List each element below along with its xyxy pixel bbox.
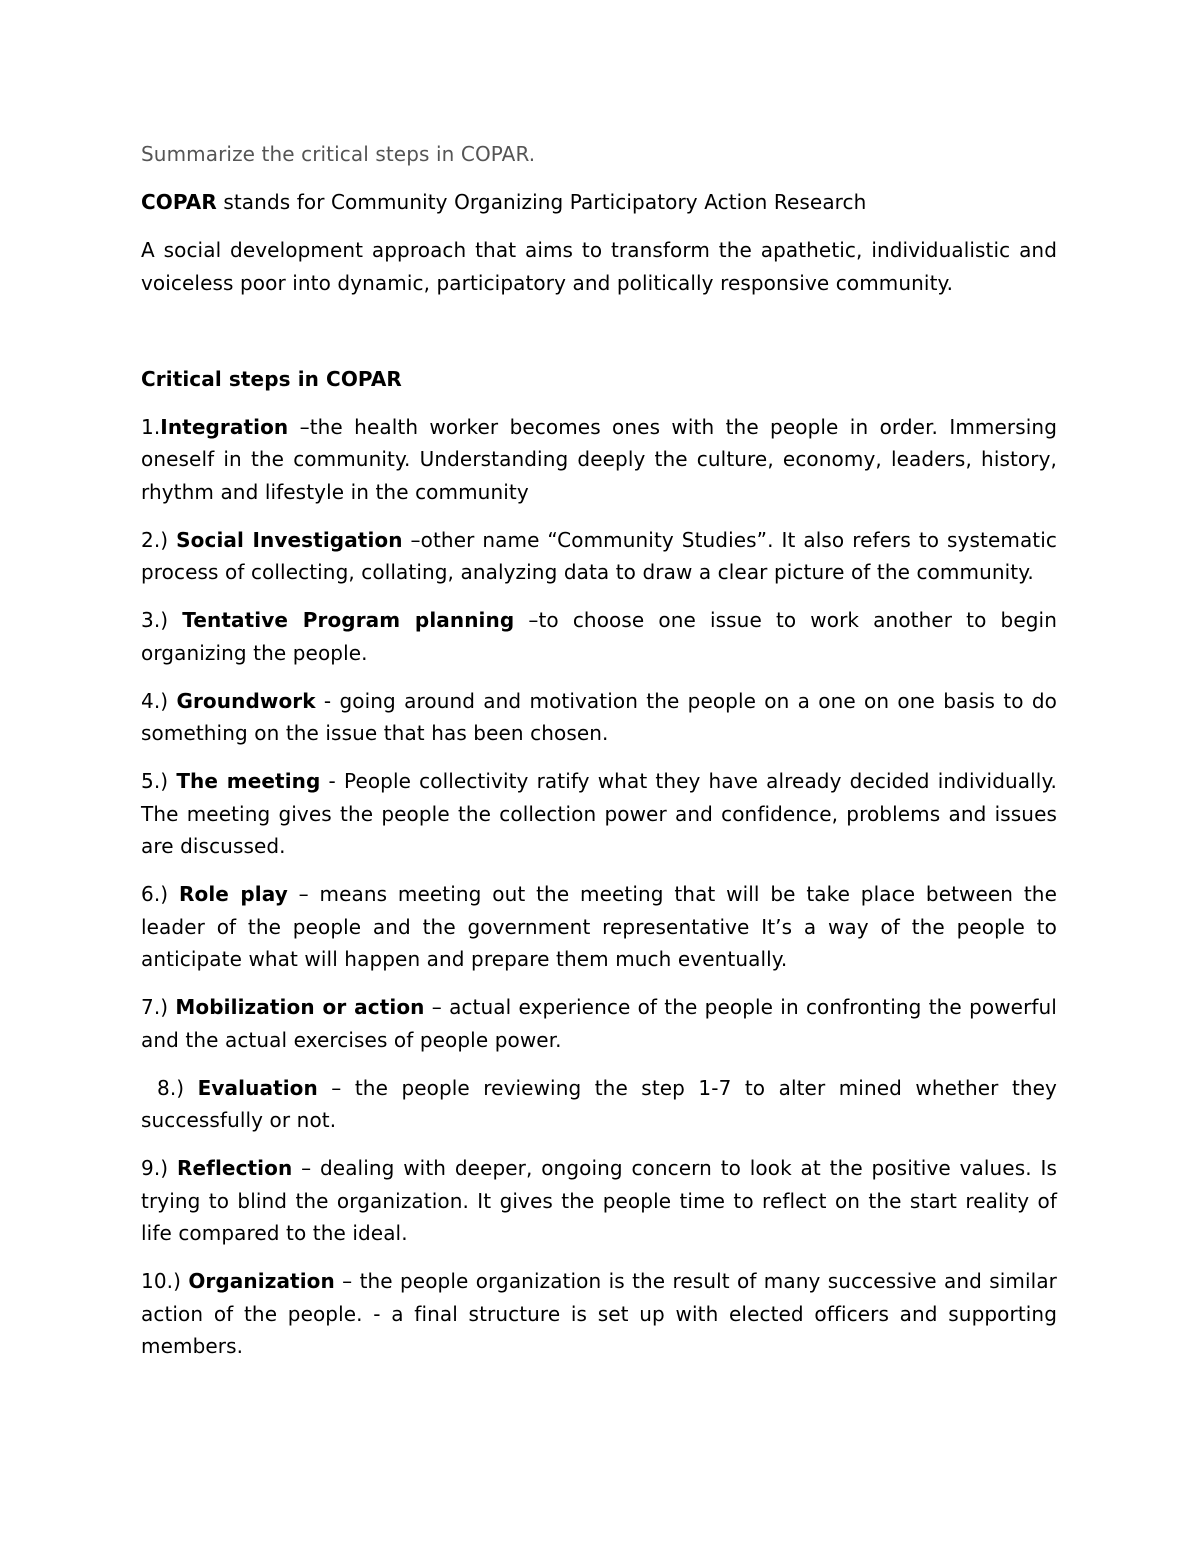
step-text: –other name “Community Studies”. It also refers to systematic process of collecting, collating, analyzing data to draw a clear picture of the community. <box>141 527 1057 584</box>
step-item-10 <box>141 1265 1057 1363</box>
step-number: 3.) <box>141 608 183 632</box>
step-text: – dealing with deeper, ongoing concern to look at the positive values. Is trying to blind the organization. It gives the people time to reflect on the start reality of life compared to the ideal. <box>141 1156 1057 1245</box>
step-number: 9.) <box>141 1156 177 1180</box>
step-item-6 <box>141 878 1057 976</box>
step-number: 6.) <box>141 882 179 906</box>
step-title: Role play <box>178 882 288 906</box>
step-item-7 <box>141 991 1057 1056</box>
step-text: –the health worker becomes ones with the people in order. Immersing oneself in the community. Understanding deeply the culture, economy, leaders, history, rhythm and lifestyle in the community <box>141 414 1057 504</box>
step-text: - going around and motivation the people on a one on one basis to do something on the issue that has been chosen. <box>141 688 1057 745</box>
document-body <box>141 138 1057 1378</box>
step-number: 2.) <box>141 527 177 552</box>
step-title: Mobilization or action <box>175 995 425 1019</box>
step-title: Tentative Program planning <box>182 608 515 632</box>
step-item-5 <box>141 765 1057 863</box>
step-number: 1. <box>141 414 161 439</box>
blank-line <box>141 315 1057 363</box>
step-title: The meeting <box>176 769 321 793</box>
step-item-2 <box>141 524 1057 589</box>
step-number: 5.) <box>141 769 177 793</box>
step-item-9 <box>141 1152 1057 1250</box>
step-title: Reflection <box>176 1156 293 1180</box>
step-number: 4.) <box>141 688 177 713</box>
step-title: Organization <box>188 1269 335 1293</box>
step-title: Integration <box>160 414 289 439</box>
step-text: - People collectivity ratify what they have already decided individually. The meeting gives the people the collection power and confidence, problems and issues are discussed. <box>141 769 1057 858</box>
step-text: – the people reviewing the step 1-7 to alter mined whether they successfully or not. <box>141 1075 1057 1132</box>
step-text: – the people organization is the result of many successive and similar action of the people. - a final structure is set up with elected officers and supporting members. <box>141 1269 1058 1358</box>
copar-definition-text: stands for Community Organizing Participatory Action Research <box>216 190 867 214</box>
step-text: –to choose one issue to work another to begin organizing the people. <box>141 608 1057 665</box>
step-item-8 <box>141 1072 1057 1137</box>
step-text: – actual experience of the people in confronting the powerful and the actual exercises of people power. <box>141 995 1057 1052</box>
step-number: 8.) <box>157 1075 198 1100</box>
step-title: Evaluation <box>197 1075 318 1100</box>
assignment-prompt: Summarize the critical steps in COPAR. <box>141 142 536 166</box>
step-number: 7.) <box>141 995 176 1019</box>
copar-definition <box>141 186 1057 219</box>
step-title: Groundwork <box>176 688 316 713</box>
step-text: – means meeting out the meeting that will be take place between the leader of the people and the government representative It’s a way of the people to anticipate what will happen and prepare them much eventually. <box>141 882 1057 971</box>
copar-term: COPAR <box>141 190 217 214</box>
step-item-3 <box>141 604 1057 669</box>
step-title: Social Investigation <box>176 527 403 552</box>
steps-heading: Critical steps in COPAR <box>141 366 402 391</box>
step-item-1 <box>141 411 1057 509</box>
copar-description: A social development approach that aims to transform the apathetic, individualistic and voiceless poor into dynamic, participatory and politically responsive community. <box>141 238 1057 295</box>
step-item-4 <box>141 685 1057 750</box>
step-number: 10.) <box>141 1269 189 1293</box>
